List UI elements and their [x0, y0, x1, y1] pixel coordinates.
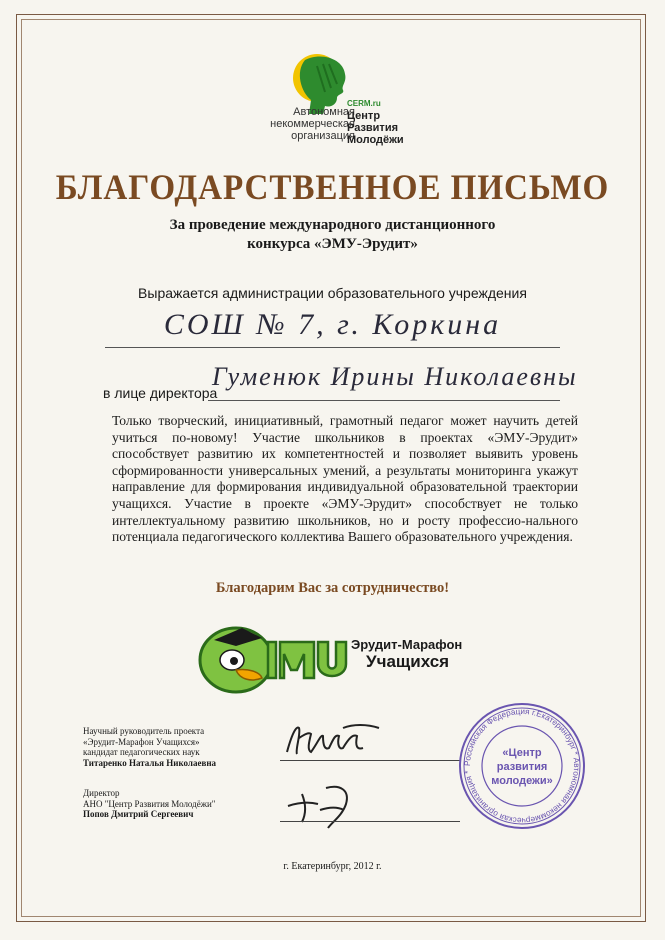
org-name-line: Центр [347, 110, 381, 122]
organization-name [347, 98, 404, 146]
signature-1 [283, 720, 383, 760]
signatory-2 [83, 788, 215, 820]
signatory-role: «Эрудит-Марафон Учащихся» [83, 736, 200, 747]
emu-logo [196, 618, 466, 698]
school-underline [105, 347, 560, 348]
organization-type [270, 106, 355, 142]
director-name-handwritten: Гуменюк Ирины Николаевны [212, 362, 578, 391]
signatory-role: Директор [83, 788, 120, 798]
signatory-role: кандидат педагогических наук [83, 747, 200, 757]
expressed-to: Выражается администрации образовательного учреждения [138, 285, 527, 301]
organization-logo [265, 52, 415, 146]
city-year: г. Екатеринбург, 2012 г. [283, 861, 382, 872]
subtitle-line: За проведение международного дистанционного [169, 217, 496, 233]
body-paragraph: Только творческий, инициативный, грамотный педагог может научить детей учиться по-новому! Участие школьников в проектах «ЭМУ-Эрудит» способствует развитию их компетентностей и позволяет выявить уровень сформированности универсальных умений, а результаты мониторинга укажут направление для формирования индивидуальной образовательной траектории учащихся. Участие в проекте «ЭМУ-Эрудит» способствует не только интеллектуальному развитию школьников, но и росту профессио-нального потенциала педагогического коллектива Вашего образовательного учреждения. [112, 413, 578, 545]
org-type-line: организация [291, 130, 355, 142]
director-label: в лице директора [103, 385, 218, 401]
signature-line [280, 821, 460, 822]
document-title: БЛАГОДАРСТВЕННОЕ ПИСЬМО [55, 167, 610, 207]
stamp-center-line: развития [496, 761, 548, 773]
signatory-1 [83, 726, 216, 768]
organization-stamp [456, 700, 588, 832]
org-type-line: некоммерческая [270, 118, 355, 130]
signature-2 [280, 780, 370, 830]
stamp-ring-text: Российская Федерация г.Екатеринбург * Автономная некоммерческая организация * [462, 706, 582, 826]
org-name-line: Молодёжи [347, 134, 404, 146]
stamp-center-line: молодежи» [491, 775, 553, 787]
signatory-name: Титаренко Наталья Николаевна [83, 757, 217, 768]
org-type-line: Автономная [293, 106, 355, 118]
org-name-line: Развития [347, 122, 399, 134]
signatory-role: АНО "Центр Развития Молодёжи" [83, 798, 216, 809]
subtitle-line: конкурса «ЭМУ-Эрудит» [247, 236, 418, 252]
signatory-name: Попов Дмитрий Сергеевич [83, 809, 194, 819]
signature-line [280, 760, 460, 761]
stamp-center-line: «Центр [502, 747, 542, 759]
school-name-handwritten: СОШ № 7, г. Коркина [163, 308, 502, 341]
signatory-role: Научный руководитель проекта [83, 726, 205, 736]
thanks-line: Благодарим Вас за сотрудничество! [215, 580, 450, 596]
director-underline [208, 400, 560, 401]
emu-line1: Эрудит-Марафон [351, 637, 463, 652]
document-subtitle [0, 216, 665, 254]
emu-line2: Учащихся [366, 652, 450, 671]
org-site: CERM.ru [347, 99, 381, 108]
